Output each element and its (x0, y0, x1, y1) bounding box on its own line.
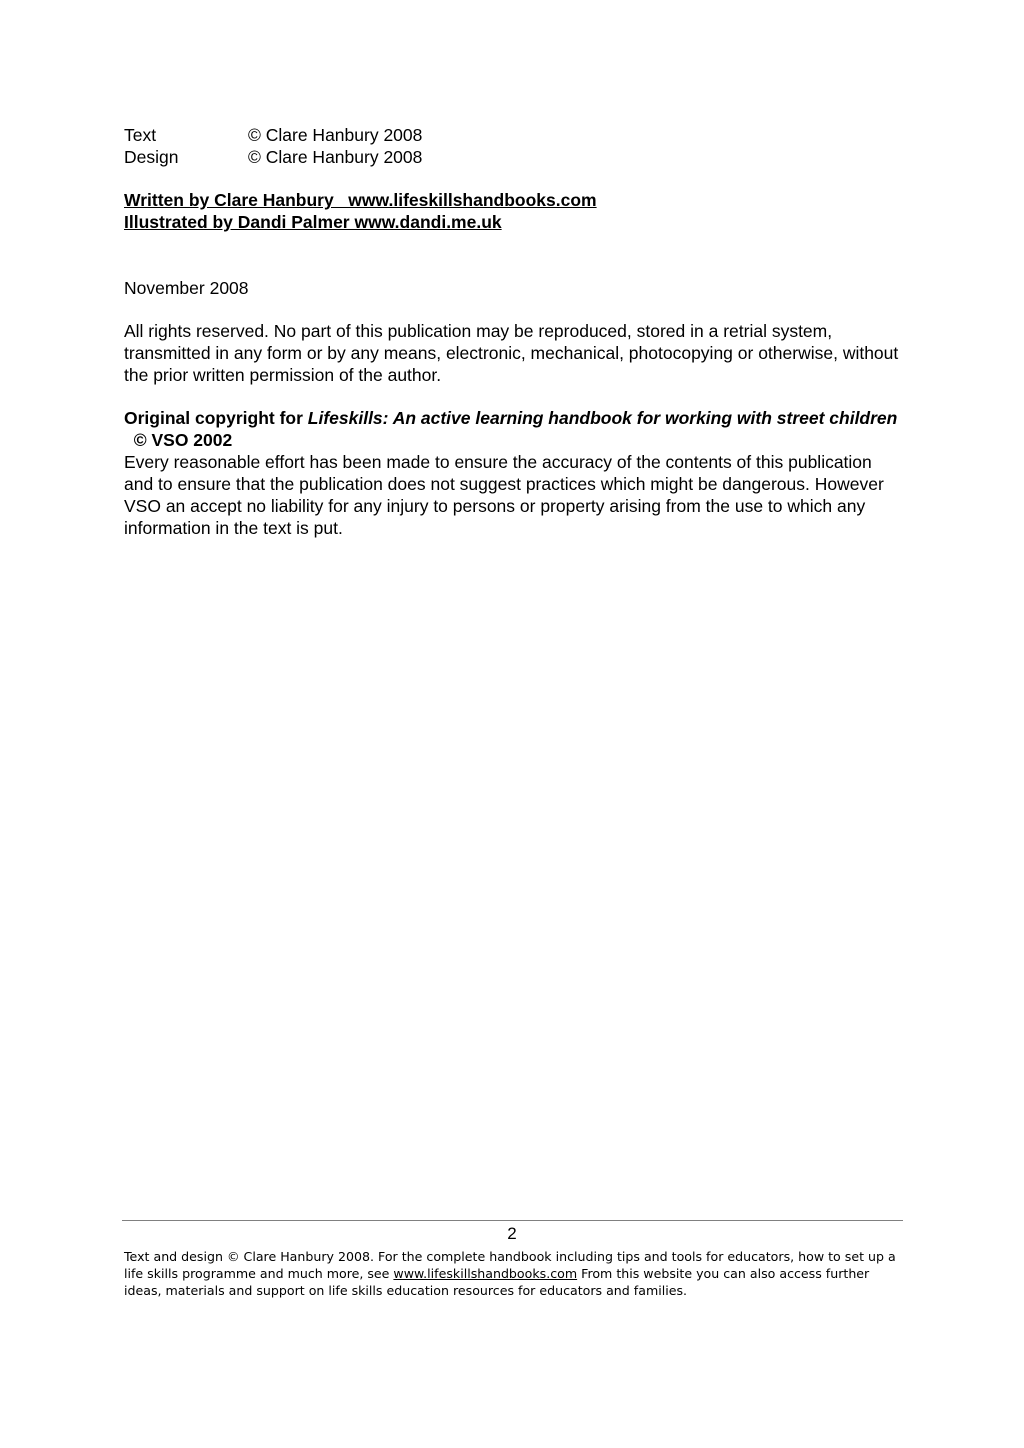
rights-paragraph: All rights reserved. No part of this publication may be reproduced, stored in a retrial system, transmitted in any form or by any means, electronic, mechanical, photocopying or otherwise, without the prior written permission of the author. (124, 321, 899, 385)
disclaimer-paragraph: Every reasonable effort has been made to ensure the accuracy of the contents of this publication and to ensure that the publication does not suggest practices which might be dangerous. However VSO an accept no liability for any injury to persons or property arising from the use to which any information in the text is put. (124, 452, 884, 538)
original-copyright-suffix: © VSO 2002 (124, 430, 233, 450)
footer-divider (122, 1220, 903, 1221)
original-book-title: Lifeskills: An active learning handbook for working with street children (307, 408, 898, 428)
original-copyright-prefix: Original copyright for (124, 408, 308, 428)
original-copyright-block (124, 407, 904, 539)
written-by-line: Written by Clare Hanbury www.lifeskillshandbooks.com (124, 190, 597, 210)
publication-date: November 2008 (124, 278, 249, 298)
credits-block (124, 124, 904, 168)
credits-label: Text (124, 125, 157, 145)
credits-row-text (124, 124, 904, 146)
footer-note (124, 1248, 904, 1299)
footer-text-start: Text and design © Clare Hanbury 2008. For the complete handbook including tips and tools for educators, how to set up a life skills programme and much more, see (124, 1249, 896, 1281)
credits-value: © Clare Hanbury 2008 (248, 125, 423, 145)
illustrated-by-line: Illustrated by Dandi Palmer www.dandi.me.uk (124, 212, 502, 232)
footer-text-end: From this website you can also access further ideas, materials and support on life skills education resources for educators and families. (124, 1266, 870, 1298)
original-copyright-heading (124, 407, 904, 451)
credits-row-design (124, 146, 904, 168)
authors-block (124, 189, 904, 233)
page-number: 2 (507, 1224, 517, 1243)
footer-website-link[interactable]: www.lifeskillshandbooks.com (393, 1266, 578, 1281)
credits-value: © Clare Hanbury 2008 (248, 147, 423, 167)
credits-label: Design (124, 147, 179, 167)
